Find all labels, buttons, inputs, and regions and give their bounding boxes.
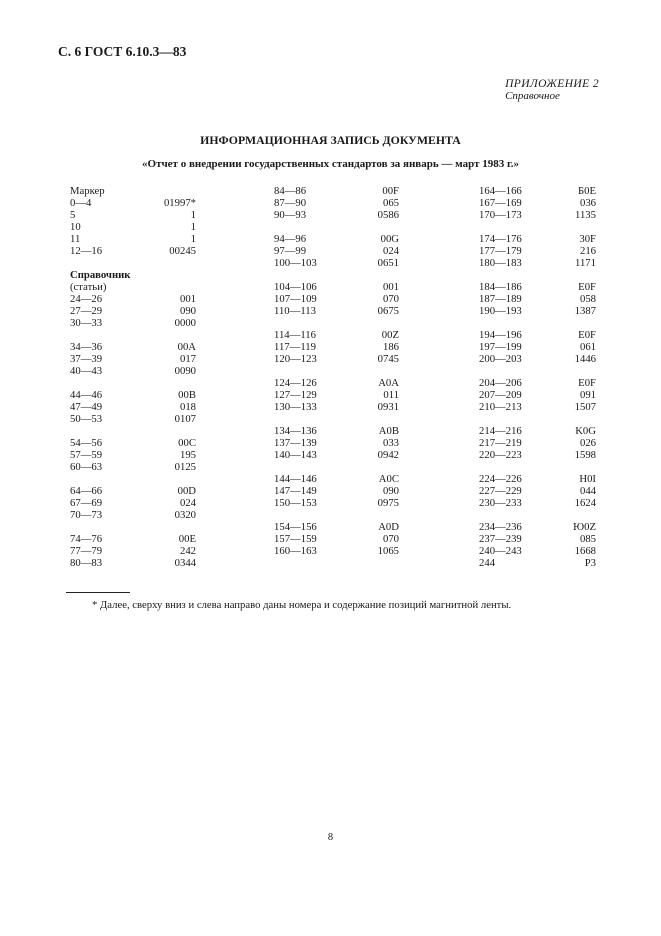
- record-row: [274, 293, 399, 305]
- record-row: [70, 329, 196, 341]
- record-position: 230—233: [479, 497, 522, 509]
- record-value: 044: [579, 485, 596, 497]
- record-position: 204—206: [479, 377, 522, 389]
- record-row: [274, 401, 399, 413]
- record-row: [70, 461, 196, 473]
- record-value: 1: [190, 221, 196, 233]
- record-row: [70, 377, 196, 389]
- record-position: Справочник: [70, 269, 131, 281]
- record-row: [274, 257, 399, 269]
- record-value: 195: [179, 449, 196, 461]
- record-row: [274, 473, 399, 485]
- record-row: [70, 353, 196, 365]
- record-value: 065: [382, 197, 399, 209]
- record-row: [274, 509, 399, 521]
- record-row: [274, 365, 399, 377]
- record-position: 104—106: [274, 281, 317, 293]
- record-row: [70, 233, 196, 245]
- record-position: 190—193: [479, 305, 522, 317]
- record-value: 0942: [377, 449, 399, 461]
- record-position: 0—4: [70, 197, 92, 209]
- record-row: [274, 437, 399, 449]
- record-row: [479, 509, 596, 521]
- record-row: [479, 341, 596, 353]
- record-row: [479, 425, 596, 437]
- record-value: 30F: [579, 233, 596, 245]
- record-value: 033: [382, 437, 399, 449]
- record-value: 001: [382, 281, 399, 293]
- record-row: [70, 485, 196, 497]
- record-row: [70, 497, 196, 509]
- record-row: [70, 449, 196, 461]
- record-value: 0344: [174, 557, 196, 569]
- record-value: 001: [179, 293, 196, 305]
- record-position: 224—226: [479, 473, 522, 485]
- record-value: 01997*: [163, 197, 196, 209]
- record-value: H0I: [579, 473, 596, 485]
- record-position: 50—53: [70, 413, 103, 425]
- record-value: 0975: [377, 497, 399, 509]
- record-position: 234—236: [479, 521, 522, 533]
- record-row: [70, 437, 196, 449]
- record-value: 1446: [574, 353, 596, 365]
- record-row: [479, 497, 596, 509]
- record-row: [274, 197, 399, 209]
- record-position: 24—26: [70, 293, 103, 305]
- record-value: 00E: [178, 533, 196, 545]
- record-position: 144—146: [274, 473, 317, 485]
- record-row: [274, 305, 399, 317]
- record-value: 186: [382, 341, 399, 353]
- record-row: [274, 389, 399, 401]
- record-row: [70, 473, 196, 485]
- record-row: [479, 545, 596, 557]
- record-position: 237—239: [479, 533, 522, 545]
- record-position: 37—39: [70, 353, 103, 365]
- record-row: [70, 413, 196, 425]
- record-value: 011: [383, 389, 399, 401]
- record-value: P3: [584, 557, 596, 569]
- record-row: [479, 401, 596, 413]
- record-position: 134—136: [274, 425, 317, 437]
- record-row: [479, 197, 596, 209]
- record-row: [479, 245, 596, 257]
- record-row: [70, 209, 196, 221]
- record-position: 217—219: [479, 437, 522, 449]
- record-value: 242: [179, 545, 196, 557]
- record-position: 117—119: [274, 341, 316, 353]
- record-position: 70—73: [70, 509, 103, 521]
- record-position: 177—179: [479, 245, 522, 257]
- record-value: 1135: [575, 209, 596, 221]
- record-row: [274, 329, 399, 341]
- appendix-label: ПРИЛОЖЕНИЕ 2: [505, 78, 599, 90]
- record-row: [479, 413, 596, 425]
- record-position: 84—86: [274, 185, 307, 197]
- record-row: [479, 377, 596, 389]
- footnote-divider: [66, 592, 130, 593]
- record-row: [70, 557, 196, 569]
- record-row: [479, 461, 596, 473]
- record-row: [274, 485, 399, 497]
- record-row: [70, 341, 196, 353]
- record-column-1: [70, 185, 196, 569]
- record-row: [274, 545, 399, 557]
- record-row: [479, 221, 596, 233]
- record-position: 124—126: [274, 377, 317, 389]
- record-position: 57—59: [70, 449, 103, 461]
- record-row: [274, 341, 399, 353]
- record-position: 200—203: [479, 353, 522, 365]
- record-value: 070: [382, 533, 399, 545]
- record-row: [70, 245, 196, 257]
- record-value: 024: [382, 245, 399, 257]
- record-row: [274, 533, 399, 545]
- record-row: [70, 305, 196, 317]
- record-row: [274, 461, 399, 473]
- record-row: [479, 437, 596, 449]
- record-row: [479, 449, 596, 461]
- record-value: 1387: [574, 305, 596, 317]
- record-row: [479, 521, 596, 533]
- record-position: 130—133: [274, 401, 317, 413]
- record-position: 11: [70, 233, 81, 245]
- record-position: 12—16: [70, 245, 103, 257]
- record-column-3: [479, 185, 596, 569]
- record-value: 0931: [377, 401, 399, 413]
- record-value: 058: [579, 293, 596, 305]
- record-row: [70, 389, 196, 401]
- record-row: [479, 557, 596, 569]
- record-position: 100—103: [274, 257, 317, 269]
- record-row: [274, 185, 399, 197]
- document-subtitle: «Отчет о внедрении государственных стандартов за январь — март 1983 г.»: [142, 158, 519, 170]
- record-row: [274, 221, 399, 233]
- record-value: 00C: [178, 437, 196, 449]
- record-value: E0F: [578, 329, 596, 341]
- record-value: 0745: [377, 353, 399, 365]
- record-row: [70, 185, 196, 197]
- record-position: 220—223: [479, 449, 522, 461]
- record-position: 240—243: [479, 545, 522, 557]
- document-header-code: С. 6 ГОСТ 6.10.3—83: [58, 44, 187, 59]
- record-row: [70, 401, 196, 413]
- record-position: 94—96: [274, 233, 307, 245]
- record-row: [274, 233, 399, 245]
- record-row: [479, 473, 596, 485]
- record-row: [479, 185, 596, 197]
- record-value: 036: [579, 197, 596, 209]
- record-position: 5: [70, 209, 76, 221]
- record-value: 0320: [174, 509, 196, 521]
- record-row: [479, 269, 596, 281]
- record-row: [70, 509, 196, 521]
- record-row: [479, 353, 596, 365]
- record-value: 00G: [380, 233, 399, 245]
- record-position: 157—159: [274, 533, 317, 545]
- record-row: [479, 281, 596, 293]
- record-position: 47—49: [70, 401, 103, 413]
- record-value: 00A: [177, 341, 196, 353]
- record-position: 60—63: [70, 461, 103, 473]
- record-value: Ю0Z: [573, 521, 596, 533]
- record-row: [70, 521, 196, 533]
- record-value: 00B: [178, 389, 196, 401]
- record-position: 154—156: [274, 521, 317, 533]
- record-row: [479, 485, 596, 497]
- record-position: 214—216: [479, 425, 522, 437]
- record-position: 107—109: [274, 293, 317, 305]
- record-position: 137—139: [274, 437, 317, 449]
- page-number: 8: [327, 832, 334, 843]
- record-position: 170—173: [479, 209, 522, 221]
- record-value: 018: [179, 401, 196, 413]
- appendix-label-block: [505, 78, 599, 102]
- record-row: [70, 545, 196, 557]
- record-value: 1: [190, 233, 196, 245]
- record-position: 180—183: [479, 257, 522, 269]
- record-row: [479, 233, 596, 245]
- record-position: 34—36: [70, 341, 103, 353]
- record-value: Б0Е: [577, 185, 596, 197]
- record-value: 0586: [377, 209, 399, 221]
- record-value: 00D: [177, 485, 196, 497]
- record-row: [274, 245, 399, 257]
- record-value: 00245: [169, 245, 196, 257]
- record-value: A0B: [378, 425, 399, 437]
- record-position: 27—29: [70, 305, 103, 317]
- record-row: [479, 293, 596, 305]
- record-position: 197—199: [479, 341, 522, 353]
- record-row: [274, 413, 399, 425]
- record-row: [479, 317, 596, 329]
- record-position: 194—196: [479, 329, 522, 341]
- record-position: 140—143: [274, 449, 317, 461]
- record-position: 164—166: [479, 185, 522, 197]
- record-value: 070: [382, 293, 399, 305]
- record-position: 64—66: [70, 485, 103, 497]
- record-value: 216: [579, 245, 596, 257]
- record-row: [274, 521, 399, 533]
- record-position: 67—69: [70, 497, 103, 509]
- record-position: 167—169: [479, 197, 522, 209]
- record-value: A0A: [378, 377, 399, 389]
- record-position: Маркер: [70, 185, 105, 197]
- record-position: 174—176: [479, 233, 522, 245]
- record-position: 110—113: [274, 305, 316, 317]
- record-value: 091: [579, 389, 596, 401]
- record-position: 54—56: [70, 437, 103, 449]
- record-value: 024: [179, 497, 196, 509]
- record-position: 184—186: [479, 281, 522, 293]
- record-row: [274, 497, 399, 509]
- record-position: 210—213: [479, 401, 522, 413]
- record-column-2: [274, 185, 399, 557]
- record-position: 44—46: [70, 389, 103, 401]
- record-value: 1171: [575, 257, 596, 269]
- record-row: [70, 365, 196, 377]
- record-row: [274, 281, 399, 293]
- record-value: 1624: [574, 497, 596, 509]
- record-value: E0F: [578, 281, 596, 293]
- record-value: 0651: [377, 257, 399, 269]
- record-value: E0F: [578, 377, 596, 389]
- record-row: [274, 269, 399, 281]
- record-position: 74—76: [70, 533, 103, 545]
- record-row: [274, 425, 399, 437]
- record-position: 30—33: [70, 317, 103, 329]
- record-row: [479, 533, 596, 545]
- record-row: [70, 197, 196, 209]
- record-row: [70, 281, 196, 293]
- record-value: A0C: [378, 473, 399, 485]
- record-row: [70, 533, 196, 545]
- record-position: 87—90: [274, 197, 307, 209]
- record-value: 0090: [174, 365, 196, 377]
- record-position: 114—116: [274, 329, 316, 341]
- record-row: [274, 377, 399, 389]
- appendix-kind: Справочное: [505, 90, 560, 102]
- record-position: 187—189: [479, 293, 522, 305]
- record-position: 244: [479, 557, 496, 569]
- record-position: 120—123: [274, 353, 317, 365]
- record-value: 1598: [574, 449, 596, 461]
- record-value: 026: [579, 437, 596, 449]
- record-row: [479, 305, 596, 317]
- record-row: [274, 209, 399, 221]
- record-row: [70, 257, 196, 269]
- record-position: 80—83: [70, 557, 103, 569]
- record-position: 160—163: [274, 545, 317, 557]
- record-value: A0D: [378, 521, 399, 533]
- record-row: [274, 353, 399, 365]
- record-value: 090: [382, 485, 399, 497]
- record-row: [70, 221, 196, 233]
- record-value: 017: [179, 353, 196, 365]
- record-row: [70, 293, 196, 305]
- record-value: 1: [190, 209, 196, 221]
- record-row: [70, 269, 196, 281]
- record-position: 147—149: [274, 485, 317, 497]
- record-row: [274, 449, 399, 461]
- record-position: (статьи): [70, 281, 107, 293]
- record-position: 207—209: [479, 389, 522, 401]
- record-position: 40—43: [70, 365, 103, 377]
- record-position: 90—93: [274, 209, 307, 221]
- record-position: 77—79: [70, 545, 103, 557]
- record-row: [479, 209, 596, 221]
- record-value: 0000: [174, 317, 196, 329]
- record-value: 00F: [382, 185, 399, 197]
- record-value: 0675: [377, 305, 399, 317]
- footnote: * Далее, сверху вниз и слева направо даны номера и содержание позиций магнитной ленты.: [92, 599, 512, 611]
- record-value: 1668: [574, 545, 596, 557]
- record-row: [479, 257, 596, 269]
- record-row: [70, 425, 196, 437]
- record-position: 150—153: [274, 497, 317, 509]
- record-value: 1065: [377, 545, 399, 557]
- record-row: [479, 365, 596, 377]
- record-position: 97—99: [274, 245, 307, 257]
- record-row: [70, 317, 196, 329]
- record-position: 127—129: [274, 389, 317, 401]
- record-row: [479, 389, 596, 401]
- record-value: 0125: [174, 461, 196, 473]
- record-position: 227—229: [479, 485, 522, 497]
- record-value: 085: [579, 533, 596, 545]
- document-title: ИНФОРМАЦИОННАЯ ЗАПИСЬ ДОКУМЕНТА: [200, 133, 461, 147]
- record-value: 090: [179, 305, 196, 317]
- record-value: 061: [579, 341, 596, 353]
- record-row: [479, 329, 596, 341]
- record-position: 10: [70, 221, 81, 233]
- record-row: [274, 317, 399, 329]
- record-value: 00Z: [381, 329, 399, 341]
- record-value: 1507: [574, 401, 596, 413]
- record-value: 0107: [174, 413, 196, 425]
- record-value: K0G: [575, 425, 596, 437]
